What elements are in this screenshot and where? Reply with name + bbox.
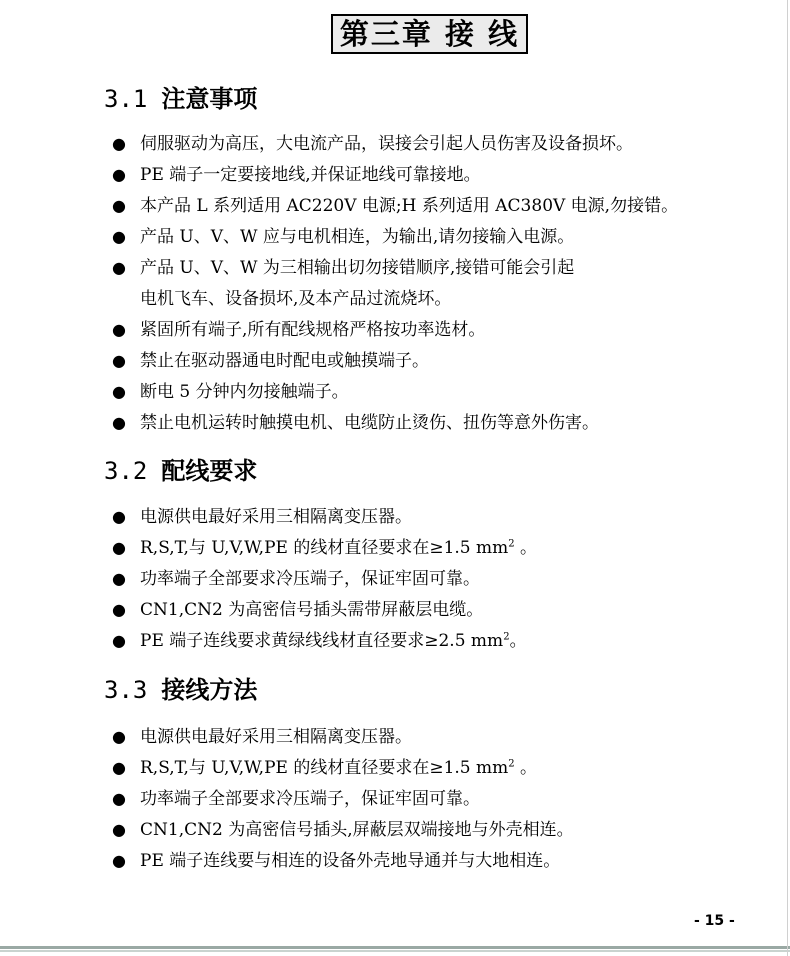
list-item xyxy=(112,721,412,753)
list-item xyxy=(112,221,574,253)
bullet-icon: ● xyxy=(112,569,126,588)
item-text: 断电 5 分钟内勿接触端子。 xyxy=(140,382,349,402)
bullet-icon: ● xyxy=(112,196,126,215)
bullet-icon: ● xyxy=(112,820,126,839)
list-item xyxy=(112,190,678,222)
item-text: 产品 U、V、W 应与电机相连，为输出,请勿接输入电源。 xyxy=(140,227,575,247)
item-text: 禁止电机运转时触摸电机、电缆防止烫伤、扭伤等意外伤害。 xyxy=(140,413,599,433)
footer-rule-secondary xyxy=(0,950,790,952)
bullet-icon: ● xyxy=(112,600,126,619)
item-text: 功率端子全部要求冷压端子，保证牢固可靠。 xyxy=(140,789,480,809)
list-item xyxy=(112,783,480,815)
item-text: 伺服驱动为高压，大电流产品，误接会引起人员伤害及设备损坏。 xyxy=(140,134,633,154)
bullet-icon: ● xyxy=(112,538,126,557)
bullet-icon: ● xyxy=(112,134,126,153)
bullet-icon: ● xyxy=(112,789,126,808)
bullet-icon: ● xyxy=(112,258,126,277)
list-item xyxy=(112,752,537,784)
list-item xyxy=(112,625,527,657)
list-item xyxy=(112,845,560,877)
bullet-icon: ● xyxy=(112,413,126,432)
list-item xyxy=(112,532,537,564)
item-text: CN1,CN2 为高密信号插头,屏蔽层双端接地与外壳相连。 xyxy=(140,820,574,840)
page-edge-line xyxy=(787,0,788,956)
superscript: 2 xyxy=(508,758,515,770)
list-item xyxy=(112,814,574,846)
bullet-icon: ● xyxy=(112,382,126,401)
item-text: 电源供电最好采用三相隔离变压器。 xyxy=(140,507,412,527)
list-item xyxy=(112,501,412,533)
list-item xyxy=(112,314,485,346)
bullet-icon: ● xyxy=(112,351,126,370)
item-text-suffix: 。 xyxy=(514,538,538,558)
item-text: 禁止在驱动器通电时配电或触摸端子。 xyxy=(140,351,429,371)
bullet-icon: ● xyxy=(112,727,126,746)
section-title: 接线方法 xyxy=(161,676,258,704)
bullet-icon: ● xyxy=(112,227,126,246)
item-text: 紧固所有端子,所有配线规格严格按功率选材。 xyxy=(140,320,486,340)
item-text: R,S,T,与 U,V,W,PE 的线材直径要求在≥1.5 mm xyxy=(140,538,509,558)
list-item xyxy=(112,345,429,377)
list-item xyxy=(112,128,633,160)
list-item xyxy=(112,563,480,595)
bullet-icon: ● xyxy=(112,758,126,777)
item-text: 本产品 L 系列适用 AC220V 电源;H 系列适用 AC380V 电源,勿接错。 xyxy=(140,196,679,216)
list-item xyxy=(112,159,481,191)
section-heading-3-2 xyxy=(104,456,257,486)
section-title: 注意事项 xyxy=(161,85,258,113)
item-text: PE 端子连线要与相连的设备外壳地导通并与大地相连。 xyxy=(140,851,561,871)
list-item xyxy=(112,376,349,408)
section-number: 3.1 xyxy=(104,85,148,113)
item-text: CN1,CN2 为高密信号插头需带屏蔽层电缆。 xyxy=(140,600,484,620)
superscript: 2 xyxy=(508,538,515,550)
footer-rule xyxy=(0,946,790,949)
chapter-title: 第三章 接 线 xyxy=(331,14,528,54)
bullet-icon: ● xyxy=(112,165,126,184)
bullet-icon: ● xyxy=(112,507,126,526)
list-item xyxy=(112,407,599,439)
item-text: 产品 U、V、W 为三相输出切勿接错顺序,接错可能会引起 xyxy=(140,258,575,278)
section-heading-3-3 xyxy=(104,675,257,705)
section-heading-3-1 xyxy=(104,84,257,114)
page-number: - 15 - xyxy=(694,913,735,929)
item-text: 功率端子全部要求冷压端子，保证牢固可靠。 xyxy=(140,569,480,589)
item-text: PE 端子连线要求黄绿线线材直径要求≥2.5 mm xyxy=(140,631,504,651)
item-text: PE 端子一定要接地线,并保证地线可靠接地。 xyxy=(140,165,481,185)
item-text-suffix: 。 xyxy=(514,758,538,778)
list-item xyxy=(112,252,574,315)
section-number: 3.2 xyxy=(104,457,148,485)
item-text-continuation: 电机飞车、设备损坏,及本产品过流烧坏。 xyxy=(140,289,452,309)
superscript: 2 xyxy=(503,631,510,643)
list-item xyxy=(112,594,483,626)
bullet-icon: ● xyxy=(112,851,126,870)
section-number: 3.3 xyxy=(104,676,148,704)
bullet-icon: ● xyxy=(112,631,126,650)
item-text: 电源供电最好采用三相隔离变压器。 xyxy=(140,727,412,747)
section-title: 配线要求 xyxy=(161,457,258,485)
item-text: R,S,T,与 U,V,W,PE 的线材直径要求在≥1.5 mm xyxy=(140,758,509,778)
item-text-suffix: 。 xyxy=(509,631,527,651)
bullet-icon: ● xyxy=(112,320,126,339)
